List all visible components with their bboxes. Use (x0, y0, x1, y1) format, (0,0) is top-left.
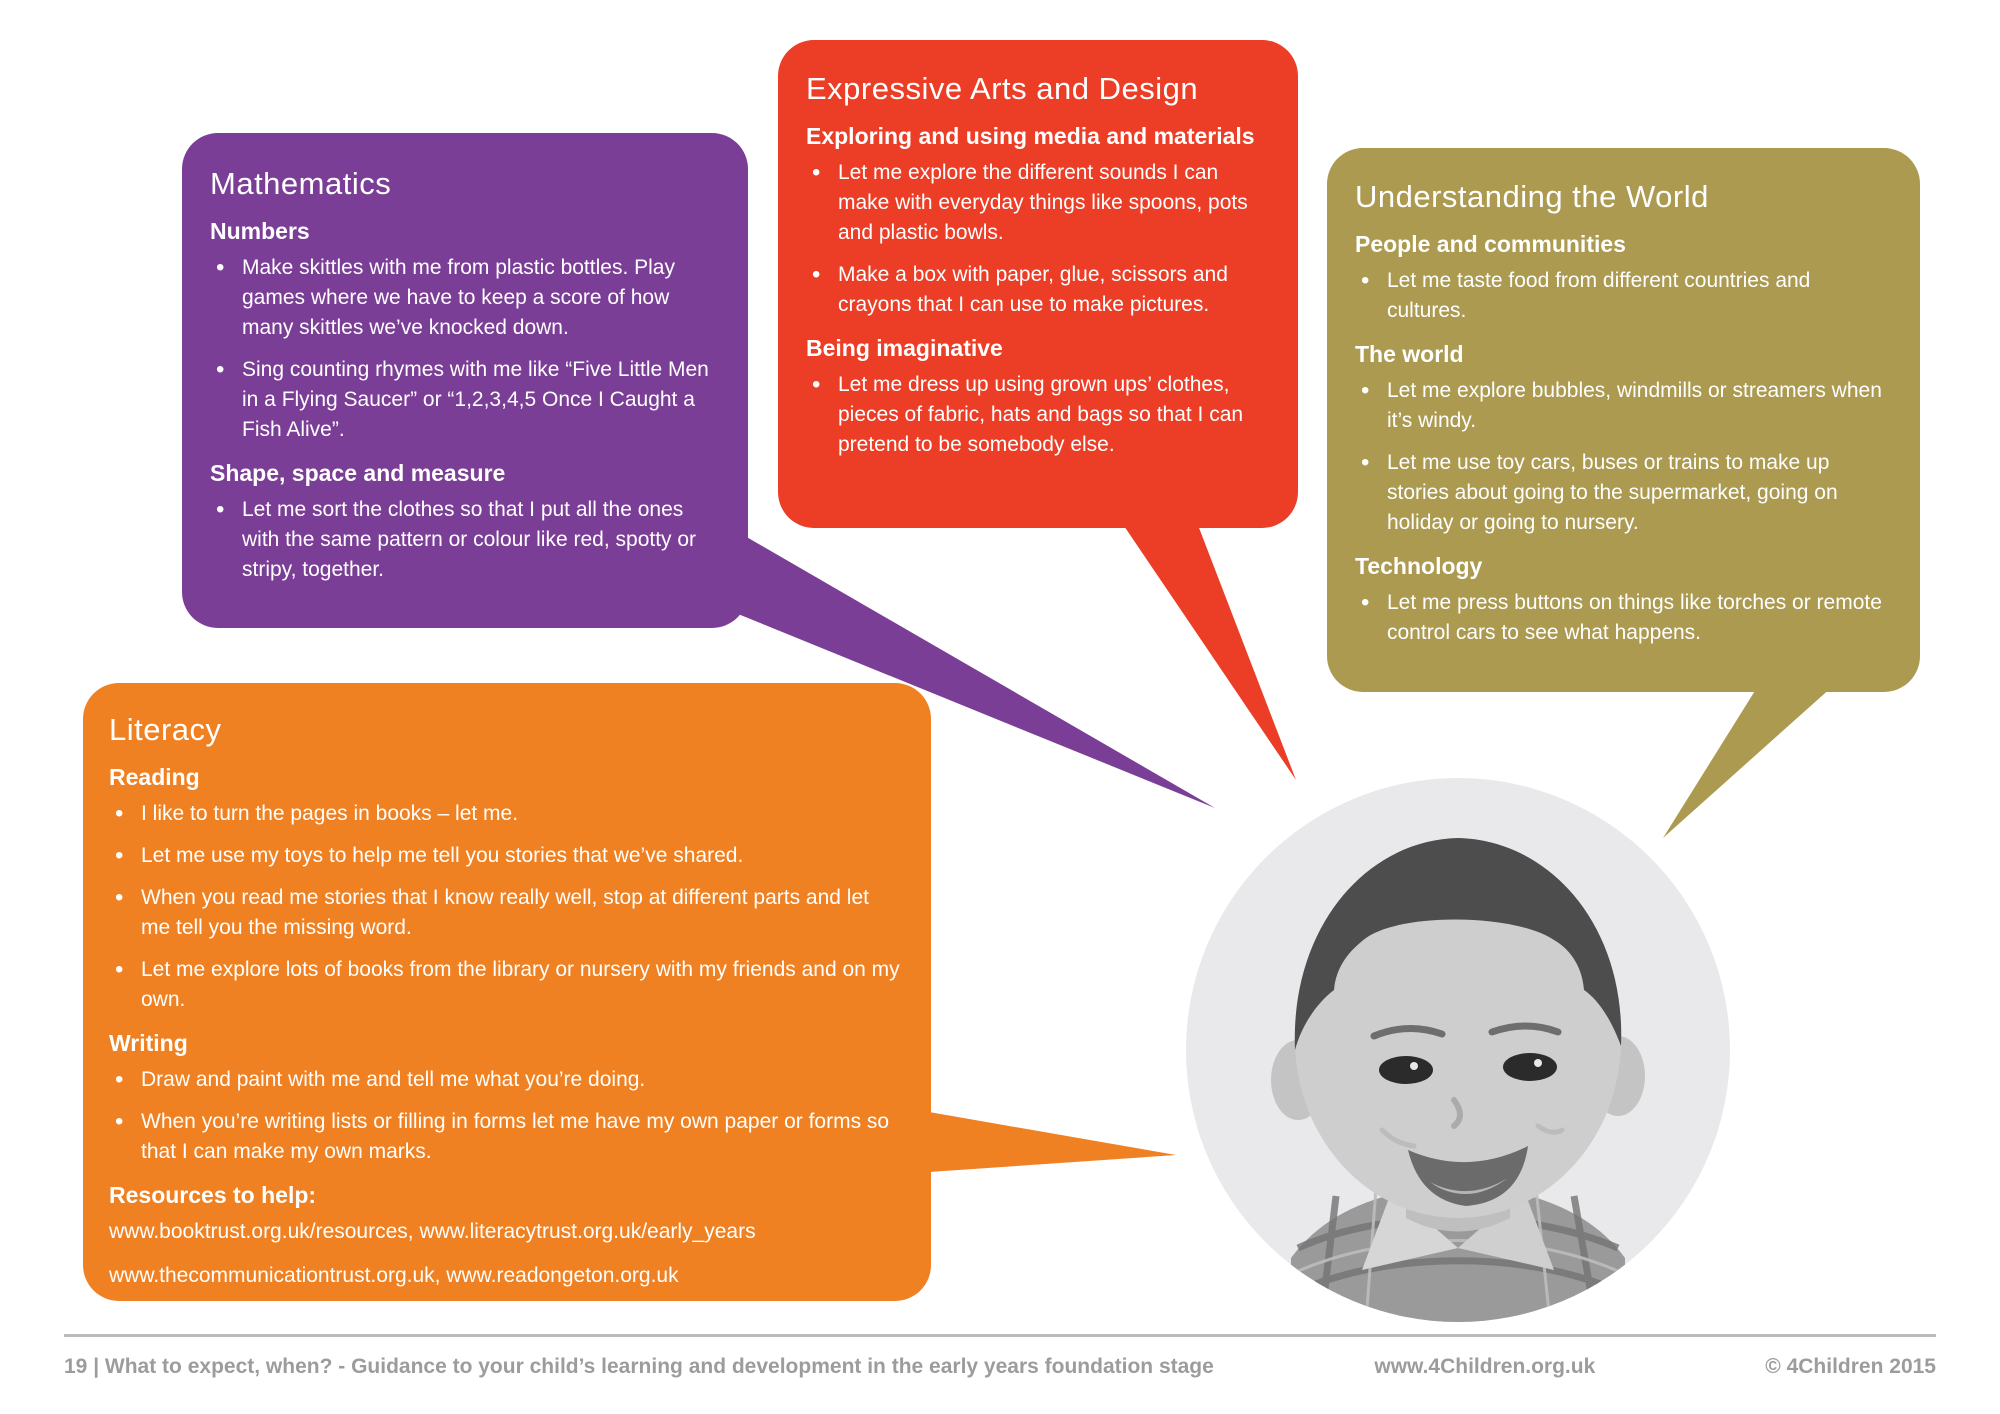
literacy-heading-reading: Reading (109, 764, 200, 790)
bullet-item: • Let me explore bubbles, windmills or streamers when it’s windy. (1355, 376, 1894, 436)
literacy-writing-list (109, 1065, 901, 1167)
child-photo (1186, 778, 1730, 1322)
expressive-heading-media: Exploring and using media and materials (806, 123, 1255, 149)
bullet-item: • Sing counting rhymes with me like “Five Little Men in a Flying Saucer” or “1,2,3,4,5 Once I Caught a Fish Alive”. (210, 355, 726, 445)
understanding-world-title: Understanding the World (1355, 179, 1709, 214)
bullet-item: • Let me press buttons on things like torches or remote control cars to see what happens. (1355, 588, 1894, 648)
footer-website: www.4Children.org.uk (1374, 1355, 1596, 1378)
bullet-item: • Let me sort the clothes so that I put all the ones with the same pattern or colour like red, spotty or stripy, together. (210, 495, 726, 585)
bullet-item: • Let me explore the different sounds I can make with everyday things like spoons, pots and plastic bowls. (806, 158, 1272, 248)
world-technology-list (1355, 588, 1894, 648)
understanding-world-bubble (1327, 148, 1920, 692)
mathematics-heading-shape: Shape, space and measure (210, 460, 506, 486)
world-bubble-tail-icon (1663, 686, 1833, 838)
bullet-item: • Make a box with paper, glue, scissors and crayons that I can use to make pictures. (806, 260, 1272, 320)
world-heading-people: People and communities (1355, 231, 1626, 257)
bullet-item: • Draw and paint with me and tell me what you’re doing. (109, 1065, 901, 1095)
mathematics-bubble (182, 133, 748, 628)
resources-links-line: www.booktrust.org.uk/resources, www.literacytrust.org.uk/early_years (109, 1220, 756, 1243)
expressive-media-list (806, 158, 1272, 320)
literacy-bubble-tail-icon (929, 1112, 1176, 1172)
mathematics-numbers-list (210, 253, 726, 445)
literacy-heading-resources: Resources to help: (109, 1182, 317, 1208)
world-theworld-list (1355, 376, 1894, 538)
bullet-item: • I like to turn the pages in books – let me. (109, 799, 901, 829)
expressive-arts-bubble (778, 40, 1298, 528)
bullet-item: • Let me use my toys to help me tell you stories that we’ve shared. (109, 841, 901, 871)
literacy-bubble (83, 683, 931, 1301)
resources-links-line: www.thecommunicationtrust.org.uk, www.readongeton.org.uk (109, 1264, 679, 1287)
bullet-item: • When you’re writing lists or filling in forms let me have my own paper or forms so that I can make my own marks. (109, 1107, 901, 1167)
expressive-imaginative-list (806, 370, 1272, 460)
literacy-title: Literacy (109, 712, 222, 747)
world-heading-theworld: The world (1355, 341, 1464, 367)
bullet-item: • Let me use toy cars, buses or trains to make up stories about going to the supermarket, going on holiday or going to nursery. (1355, 448, 1894, 538)
literacy-heading-writing: Writing (109, 1030, 188, 1056)
mathematics-title: Mathematics (210, 166, 392, 201)
world-people-list (1355, 266, 1894, 326)
expressive-arts-title: Expressive Arts and Design (806, 71, 1199, 106)
expressive-heading-imaginative: Being imaginative (806, 335, 1003, 361)
bullet-item: • Let me dress up using grown ups’ clothes, pieces of fabric, hats and bags so that I can pretend to be somebody else. (806, 370, 1272, 460)
bullet-item: • Let me taste food from different countries and cultures. (1355, 266, 1894, 326)
bullet-item: • When you read me stories that I know really well, stop at different parts and let me tell you the missing word. (109, 883, 901, 943)
footer-copyright: © 4Children 2015 (1765, 1355, 1936, 1378)
mathematics-shape-list (210, 495, 726, 585)
expressive-bubble-tail-icon (1120, 520, 1296, 780)
bullet-item: • Make skittles with me from plastic bottles. Play games where we have to keep a score of how many skittles we’ve knocked down. (210, 253, 726, 343)
literacy-reading-list (109, 799, 901, 1015)
child-portrait-illustration (1186, 778, 1730, 1322)
bullet-item: • Let me explore lots of books from the library or nursery with my friends and on my own. (109, 955, 901, 1015)
footer-page-title: 19 | What to expect, when? - Guidance to your child’s learning and development in the early years foundation stage (64, 1355, 1214, 1378)
mathematics-heading-numbers: Numbers (210, 218, 310, 244)
world-heading-technology: Technology (1355, 553, 1483, 579)
